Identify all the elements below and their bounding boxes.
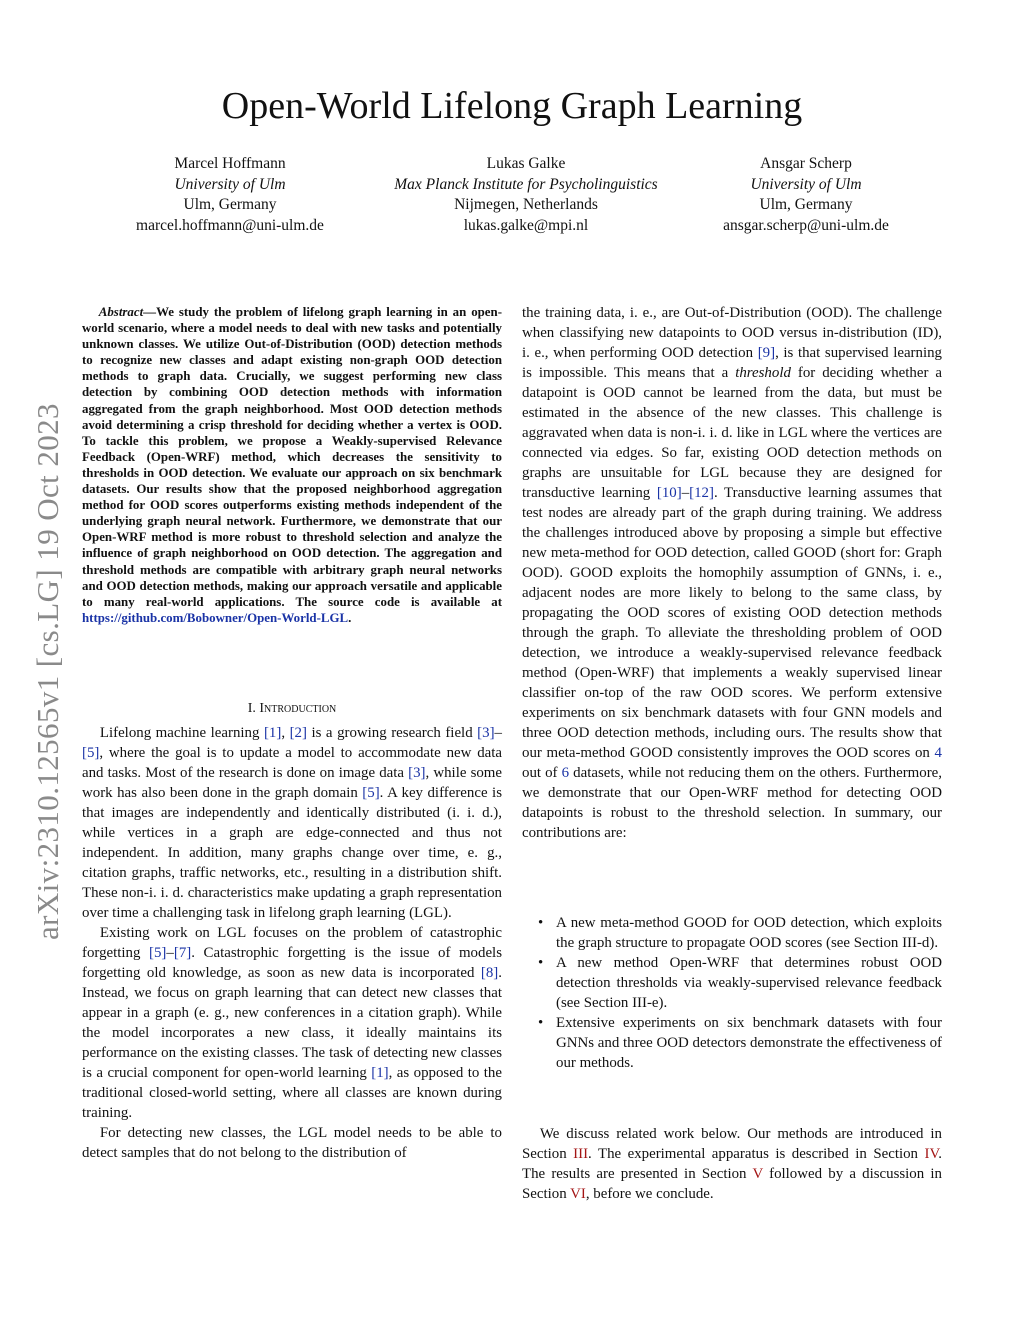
intro-paragraph-4 [522,303,942,843]
list-item: • Extensive experiments on six benchmark datasets with four GNNs and three OOD detectors demonstrate the effectiveness of our methods. [522,1013,942,1073]
introduction-text [82,723,502,1163]
author-block-3 [646,154,966,236]
paper-outline [522,1124,942,1204]
citation-link[interactable]: [5] [82,745,100,761]
citation-link[interactable]: [1] [263,725,282,741]
text: out of [522,765,562,781]
author-affiliation: University of Ulm [174,175,286,193]
outline-paragraph [522,1124,942,1204]
author-name: Marcel Hoffmann [174,155,286,172]
text: . Instead, we focus on graph learning that can detect new classes that appear in a graph (e. g., new conferences in a citation graph). While the model incorporates a new class, it ideally maintains its performance on the existing classes. The task of detecting new classes is a crucial component for open-world learning [82,965,502,1081]
author-email: ansgar.scherp@uni-ulm.de [723,216,889,234]
list-item: • A new meta-method GOOD for OOD detection, which exploits the graph structure to propagate OOD scores (see Section III-d). [522,913,942,953]
abstract-end: . [348,610,352,625]
text: , is that supervised learning is impossible. This means that a [522,345,942,381]
text: . Transductive learning assumes that test nodes are already part of the graph during training. We address the challenges introduced above by proposing a simple but effective new meta-method for OOD detection, called GOOD (short for: Graph OOD). GOOD exploits the homophily assumption of GNNs, i. e., adjacent nodes are more likely to belong to the same class, by propagating the OOD scores of existing OOD detection methods through the graph. To alleviate the thresholding problem of OOD detection, we introduce a weakly-supervised relevance feedback method (Open-WRF) that implements a weakly supervised linear classifier on-top of the raw OOD scores. We perform extensive experiments on six benchmark datasets with four GNN models and three OOD detection methods, including ours. The results show that our meta-method GOOD consistently improves the OOD scores on [522,485,942,761]
arxiv-identifier: arXiv:2310.12565v1 [cs.LG] 19 Oct 2023 [30,403,65,940]
paper-title: Open-World Lifelong Graph Learning [221,85,803,127]
citation-link[interactable]: [8] [480,965,499,981]
citation-link[interactable]: [3] [477,725,495,741]
abstract [82,304,502,626]
section-link[interactable]: III [573,1146,589,1162]
number: 6 [561,765,570,781]
author-location: Ulm, Germany [759,196,853,213]
text: , as opposed to the traditional closed-world setting, where all classes are known during training. [82,1065,502,1121]
text: , while some work has also been done in the graph domain [82,765,503,801]
intro-continued [522,303,942,843]
text: followed by a discussion in Section [522,1166,942,1202]
contributions-list [522,913,942,1073]
text: – [494,725,502,741]
author-block-2 [366,154,686,236]
citation-link[interactable]: [2] [289,725,307,741]
text: is a growing research field [306,725,478,741]
section-title: Introduction [259,701,337,716]
citation-link[interactable]: [5] [149,945,167,961]
citation-link[interactable]: [10] [656,485,682,501]
emphasis-threshold: threshold [735,365,791,381]
section-link[interactable]: IV [924,1146,939,1162]
citation-link[interactable]: [9] [757,345,776,361]
section-link[interactable]: V [752,1166,763,1182]
text: We discuss related work below. Our methods are introduced in Section [522,1126,942,1162]
text: . The experimental apparatus is described in Section [588,1146,925,1162]
citation-link[interactable]: [7] [173,945,192,961]
intro-paragraph-3: For detecting new classes, the LGL model needs to be able to detect samples that do not belong to the distribution of [82,1125,502,1161]
source-code-link[interactable]: https://github.com/Bobowner/Open-World-LGL [82,610,349,625]
text: , before we conclude. [585,1186,714,1202]
text: – [166,945,174,961]
citation-link[interactable]: [3] [408,765,426,781]
author-name: Lukas Galke [486,155,566,172]
text: datasets, while not reducing them on the others. Furthermore, we demonstrate that our Open-WRF method for detecting OOD datapoints is robust to the threshold selection. In summary, our contributions are: [522,765,942,841]
citation-link[interactable]: [12] [689,485,714,501]
text: , [281,725,290,741]
section-heading [82,700,502,718]
text: , where the goal is to update a model to accommodate new data and tasks. Most of the research is done on image data [82,745,502,781]
list-item: • A new method Open-WRF that determines robust OOD detection thresholds via weakly-supervised relevance feedback (see Section III-e). [522,953,942,1013]
intro-paragraph-1 [82,723,502,923]
text: the training data, i. e., are Out-of-Distribution (OOD). The challenge when classifying new datapoints to OOD versus in-distribution (ID), i. e., when performing OOD detection [522,305,942,361]
text: . A key difference is that images are independently and identically distributed (i. i. d.), while vertices in a graph are edge-connected and thus not independent. In addition, many graphs change over time, e. g., citation graphs, traffic networks, etc., resulting in a distribution shift. These non-i. i. d. characteristics make updating a graph representation over time a challenging task in lifelong graph learning (LGL). [82,785,502,921]
number: 4 [934,745,942,761]
author-location: Ulm, Germany [183,196,277,213]
section-number: I. [247,701,256,716]
text: – [681,485,690,501]
author-block-1 [70,154,390,236]
citation-link[interactable]: [5] [362,785,380,801]
text: . The results are presented in Section [522,1146,943,1182]
author-email: marcel.hoffmann@uni-ulm.de [136,216,324,234]
text: . Catastrophic forgetting is the issue of models forgetting old knowledge, as soon as new data is incorporated [82,945,502,981]
abstract-dash: — [143,305,157,319]
intro-paragraph-2 [82,923,502,1123]
abstract-body: We study the problem of lifelong graph learning in an open-world scenario, where a model needs to deal with new tasks and potentially unknown classes. We utilize Out-of-Distribution (OOD) detection methods to recognize new classes and adapt existing non-graph OOD detection methods to graph data. Crucially, we suggest performing new class detection by combining OOD detection methods with information aggregated from the graph neighborhood. Most OOD detection methods avoid determining a crisp threshold for deciding whether a vertex is OOD. To tackle this problem, we propose a Weakly-supervised Relevance Feedback (Open-WRF) method, which decreases the sensitivity to thresholds in OOD detection. We evaluate our approach on six benchmark datasets. Our results show that the proposed neighborhood aggregation method for OOD scores outperforms existing methods independent of the underlying graph neural network. Furthermore, we demonstrate that our Open-WRF method is more robust to threshold selection and analyze the influence of graph neighborhood on OOD detection. The aggregation and threshold methods are compatible with arbitrary graph neural networks and OOD detection methods, making our approach versatile and applicable to many real-world applications. The source code is available at [82,305,502,609]
author-name: Ansgar Scherp [760,155,852,172]
author-location: Nijmegen, Netherlands [454,196,598,213]
abstract-label: Abstract [98,305,144,319]
citation-link[interactable]: [1] [371,1065,389,1081]
author-affiliation: Max Planck Institute for Psycholinguistics [394,175,658,193]
text: Existing work on LGL focuses on the problem of catastrophic forgetting [82,925,502,961]
author-email: lukas.galke@mpi.nl [463,216,589,234]
author-affiliation: University of Ulm [750,175,862,193]
text: for deciding whether a datapoint is OOD cannot be learned from the data, but must be estimated in the absence of the new classes. This challenge is aggravated when data is non-i. i. d. like in LGL where the vertices are connected via edges. So far, existing OOD detection methods on graphs are unsuitable for LGL because they are designed for transductive learning [522,365,942,501]
section-link[interactable]: VI [570,1186,586,1202]
text: Lifelong machine learning [99,725,264,741]
